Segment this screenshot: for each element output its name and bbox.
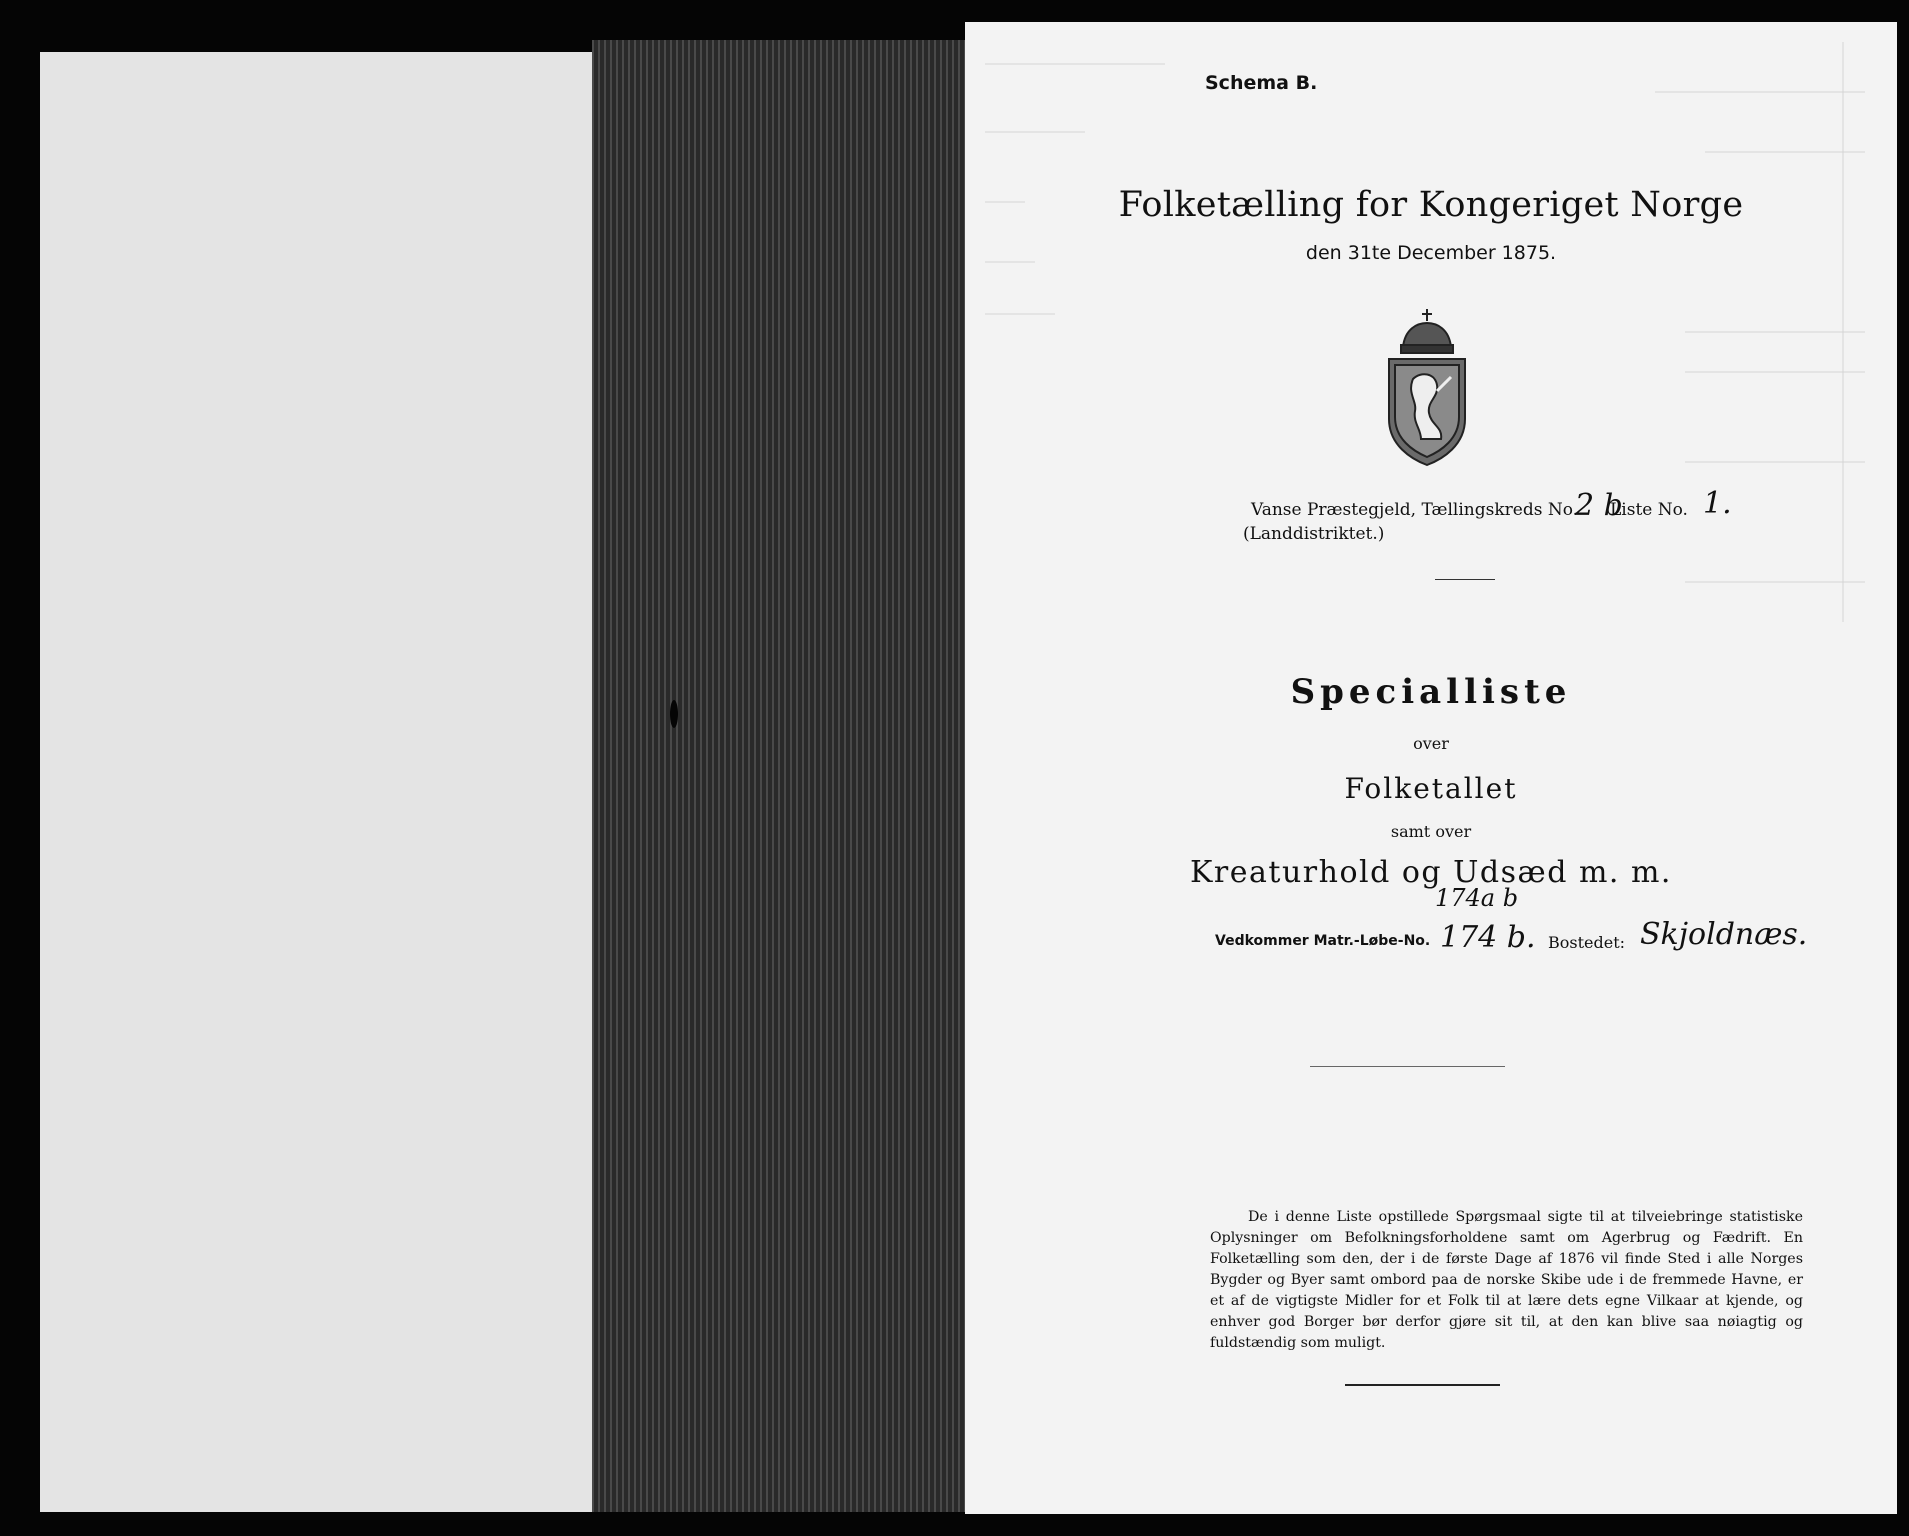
page-title: Folketælling for Kongeriget Norge — [1118, 185, 1744, 225]
folketallet-heading: Folketallet — [1344, 772, 1518, 805]
schema-label: Schema B. — [1205, 72, 1318, 94]
parish-label — [1251, 500, 1578, 520]
matr-number-above: 174a b — [1435, 884, 1519, 912]
samt-over-word: samt over — [1390, 822, 1472, 841]
notice-paragraph: De i denne Liste opstillede Spørgsmaal sigte til at tilveiebringe statistiske Oplysninger om Befolkningsforholdene samt om Agerbrug og Fædrift. En Folketælling som den, der i de første Dage af 1876 vil finde Sted i alle Norges Bygder og Byer samt ombord paa de norske Skibe ude i de fremmede Havne, er et af de vigtigste Midler for et Folk til at lære dets egne Vilkaar at kjende, og enhver god Borger bør derfor gjøre sit til, at den kan blive saa nøiagtig og fuldstændig som muligt. — [1210, 1209, 1803, 1351]
liste-number: 1. — [1703, 486, 1732, 521]
parish-name: Vanse Præstegjeld, — [1251, 500, 1417, 520]
blank-left-page — [40, 52, 595, 1512]
divider-rule-middle — [1310, 1066, 1505, 1067]
binding-spot — [670, 700, 678, 728]
divider-rule-bottom — [1345, 1384, 1500, 1386]
binding-strip — [592, 40, 982, 1512]
district-label: (Landdistriktet.) — [1243, 524, 1385, 544]
divider-rule-top — [1435, 579, 1495, 580]
over-word: over — [1413, 734, 1449, 753]
liste-label: Liste No. — [1610, 500, 1688, 520]
bosted-value: Skjoldnæs. — [1640, 917, 1808, 952]
matr-number: 174 b. — [1440, 920, 1536, 955]
kreds-number: 2 b — [1575, 488, 1623, 523]
kreds-label: Tællingskreds No. — [1421, 500, 1579, 520]
matr-label: Vedkommer Matr.-Løbe-No. — [1215, 933, 1431, 949]
bosted-label: Bostedet: — [1548, 933, 1626, 952]
census-date: den 31te December 1875. — [1305, 242, 1557, 264]
norwegian-coat-of-arms-icon — [1377, 307, 1477, 467]
kreaturhold-heading: Kreaturhold og Udsæd m. m. — [1190, 855, 1672, 890]
specialliste-heading: Specialliste — [1290, 672, 1572, 712]
census-form-page — [965, 22, 1897, 1514]
